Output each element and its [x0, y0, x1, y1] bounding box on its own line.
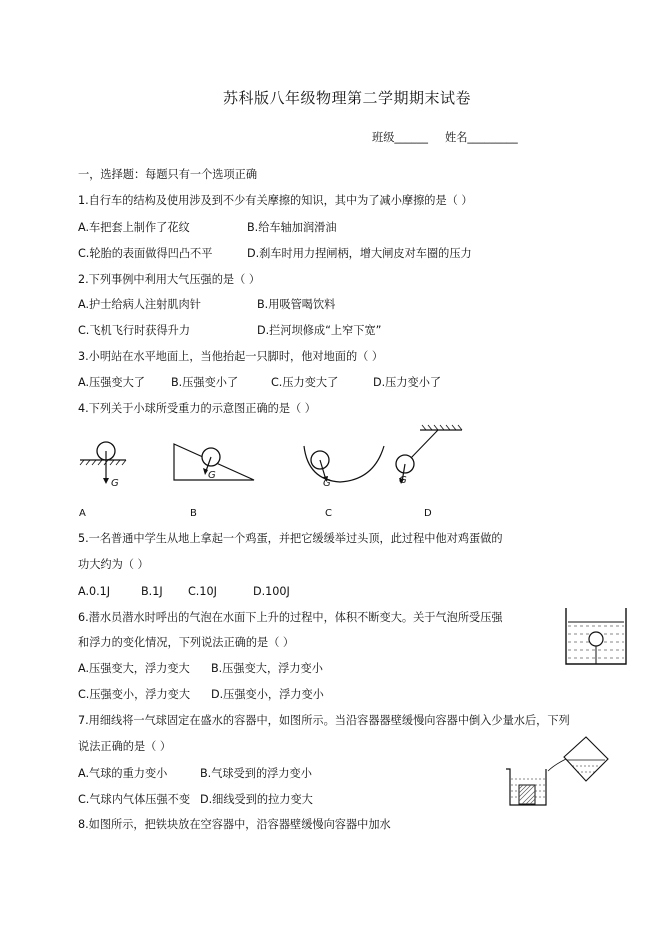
figure-q6-container-bubble — [563, 606, 629, 668]
q5-option-c[interactable]: C.10J — [188, 585, 217, 598]
q6-option-b[interactable]: B.压强变大，浮力变小 — [211, 662, 323, 675]
figure-label-b: B — [190, 508, 197, 519]
class-field[interactable]: 班级______ — [372, 131, 428, 144]
question-5-line-2: 功大约为（ ） — [78, 558, 149, 571]
question-6-line-2: 和浮力的变化情况，下列说法正确的是（ ） — [78, 636, 295, 649]
question-8: 8.如图所示，把铁块放在空容器中，沿容器壁缓慢向容器中加水 — [78, 818, 391, 831]
q2-option-a[interactable]: A.护士给病人注射肌肉针 — [78, 298, 201, 311]
question-7-line-1: 7.用细线将一气球固定在盛水的容器中，如图所示。当沿容器器壁缓慢向容器中倒入少量水后，下列 — [78, 714, 570, 727]
q6-option-c[interactable]: C.压强变小，浮力变大 — [78, 688, 191, 701]
name-field[interactable]: 姓名_________ — [445, 131, 518, 144]
question-7-line-2: 说法正确的是（ ） — [78, 740, 172, 753]
q6-option-a[interactable]: A.压强变大，浮力变大 — [78, 662, 190, 675]
q7-option-a[interactable]: A.气球的重力变小 — [78, 767, 168, 780]
question-3: 3.小明站在水平地面上，当他抬起一只脚时，他对地面的（ ） — [78, 350, 384, 363]
q1-option-b[interactable]: B.给车轴加润滑油 — [247, 221, 337, 234]
figure-c-ball-in-bowl — [300, 440, 390, 490]
q2-option-d[interactable]: D.拦河坝修成“上窄下宽” — [257, 324, 382, 337]
q7-option-b[interactable]: B.气球受到的浮力变小 — [200, 767, 312, 780]
q3-option-c[interactable]: C.压力变大了 — [271, 376, 339, 389]
question-4: 4.下列关于小球所受重力的示意图正确的是（ ） — [78, 402, 316, 415]
figure-a-g-label: G — [111, 478, 119, 489]
figure-b-g-label: G — [208, 470, 216, 481]
figure-label-d: D — [424, 508, 432, 519]
figure-q7-containers — [502, 735, 612, 810]
q7-option-c[interactable]: C.气球内气体压强不变 — [78, 793, 191, 806]
q6-option-d[interactable]: D.压强变小，浮力变小 — [211, 688, 324, 701]
figure-d-g-label: G — [399, 475, 407, 486]
q3-option-a[interactable]: A.压强变大了 — [78, 376, 145, 389]
question-5-line-1: 5.一名普通中学生从地上拿起一个鸡蛋，并把它缓缓举过头顶，此过程中他对鸡蛋做的 — [78, 532, 503, 545]
q5-option-d[interactable]: D.100J — [253, 585, 290, 598]
q5-option-b[interactable]: B.1J — [141, 585, 163, 598]
question-1: 1.自行车的结构及使用涉及到不少有关摩擦的知识，其中为了减小摩擦的是（ ） — [78, 194, 473, 207]
figure-label-a: A — [79, 508, 86, 519]
q3-option-d[interactable]: D.压力变小了 — [373, 376, 442, 389]
q3-option-b[interactable]: B.压强变小了 — [171, 376, 239, 389]
figure-label-c: C — [325, 508, 332, 519]
section-heading: 一，选择题：每题只有一个选项正确 — [78, 168, 258, 181]
q1-option-c[interactable]: C.轮胎的表面做得凹凸不平 — [78, 247, 213, 260]
q1-option-a[interactable]: A.车把套上制作了花纹 — [78, 221, 190, 234]
question-2: 2.下列事例中利用大气压强的是（ ） — [78, 273, 261, 286]
page-title: 苏科版八年级物理第二学期期末试卷 — [223, 89, 472, 107]
q2-option-b[interactable]: B.用吸管喝饮料 — [257, 298, 336, 311]
q2-option-c[interactable]: C.飞机飞行时获得升力 — [78, 324, 191, 337]
figure-c-g-label: G — [323, 478, 331, 489]
q7-option-d[interactable]: D.细线受到的拉力变大 — [200, 793, 313, 806]
figure-b-ball-on-incline — [170, 440, 260, 490]
figure-a-ball-on-ground — [78, 430, 128, 490]
q1-option-d[interactable]: D.刹车时用力捏闸柄，增大闸皮对车圈的压力 — [247, 247, 472, 260]
q5-option-a[interactable]: A.0.1J — [78, 585, 111, 598]
question-6-line-1: 6.潜水员潜水时呼出的气泡在水面下上升的过程中，体积不断变大。关于气泡所受压强 — [78, 611, 503, 624]
